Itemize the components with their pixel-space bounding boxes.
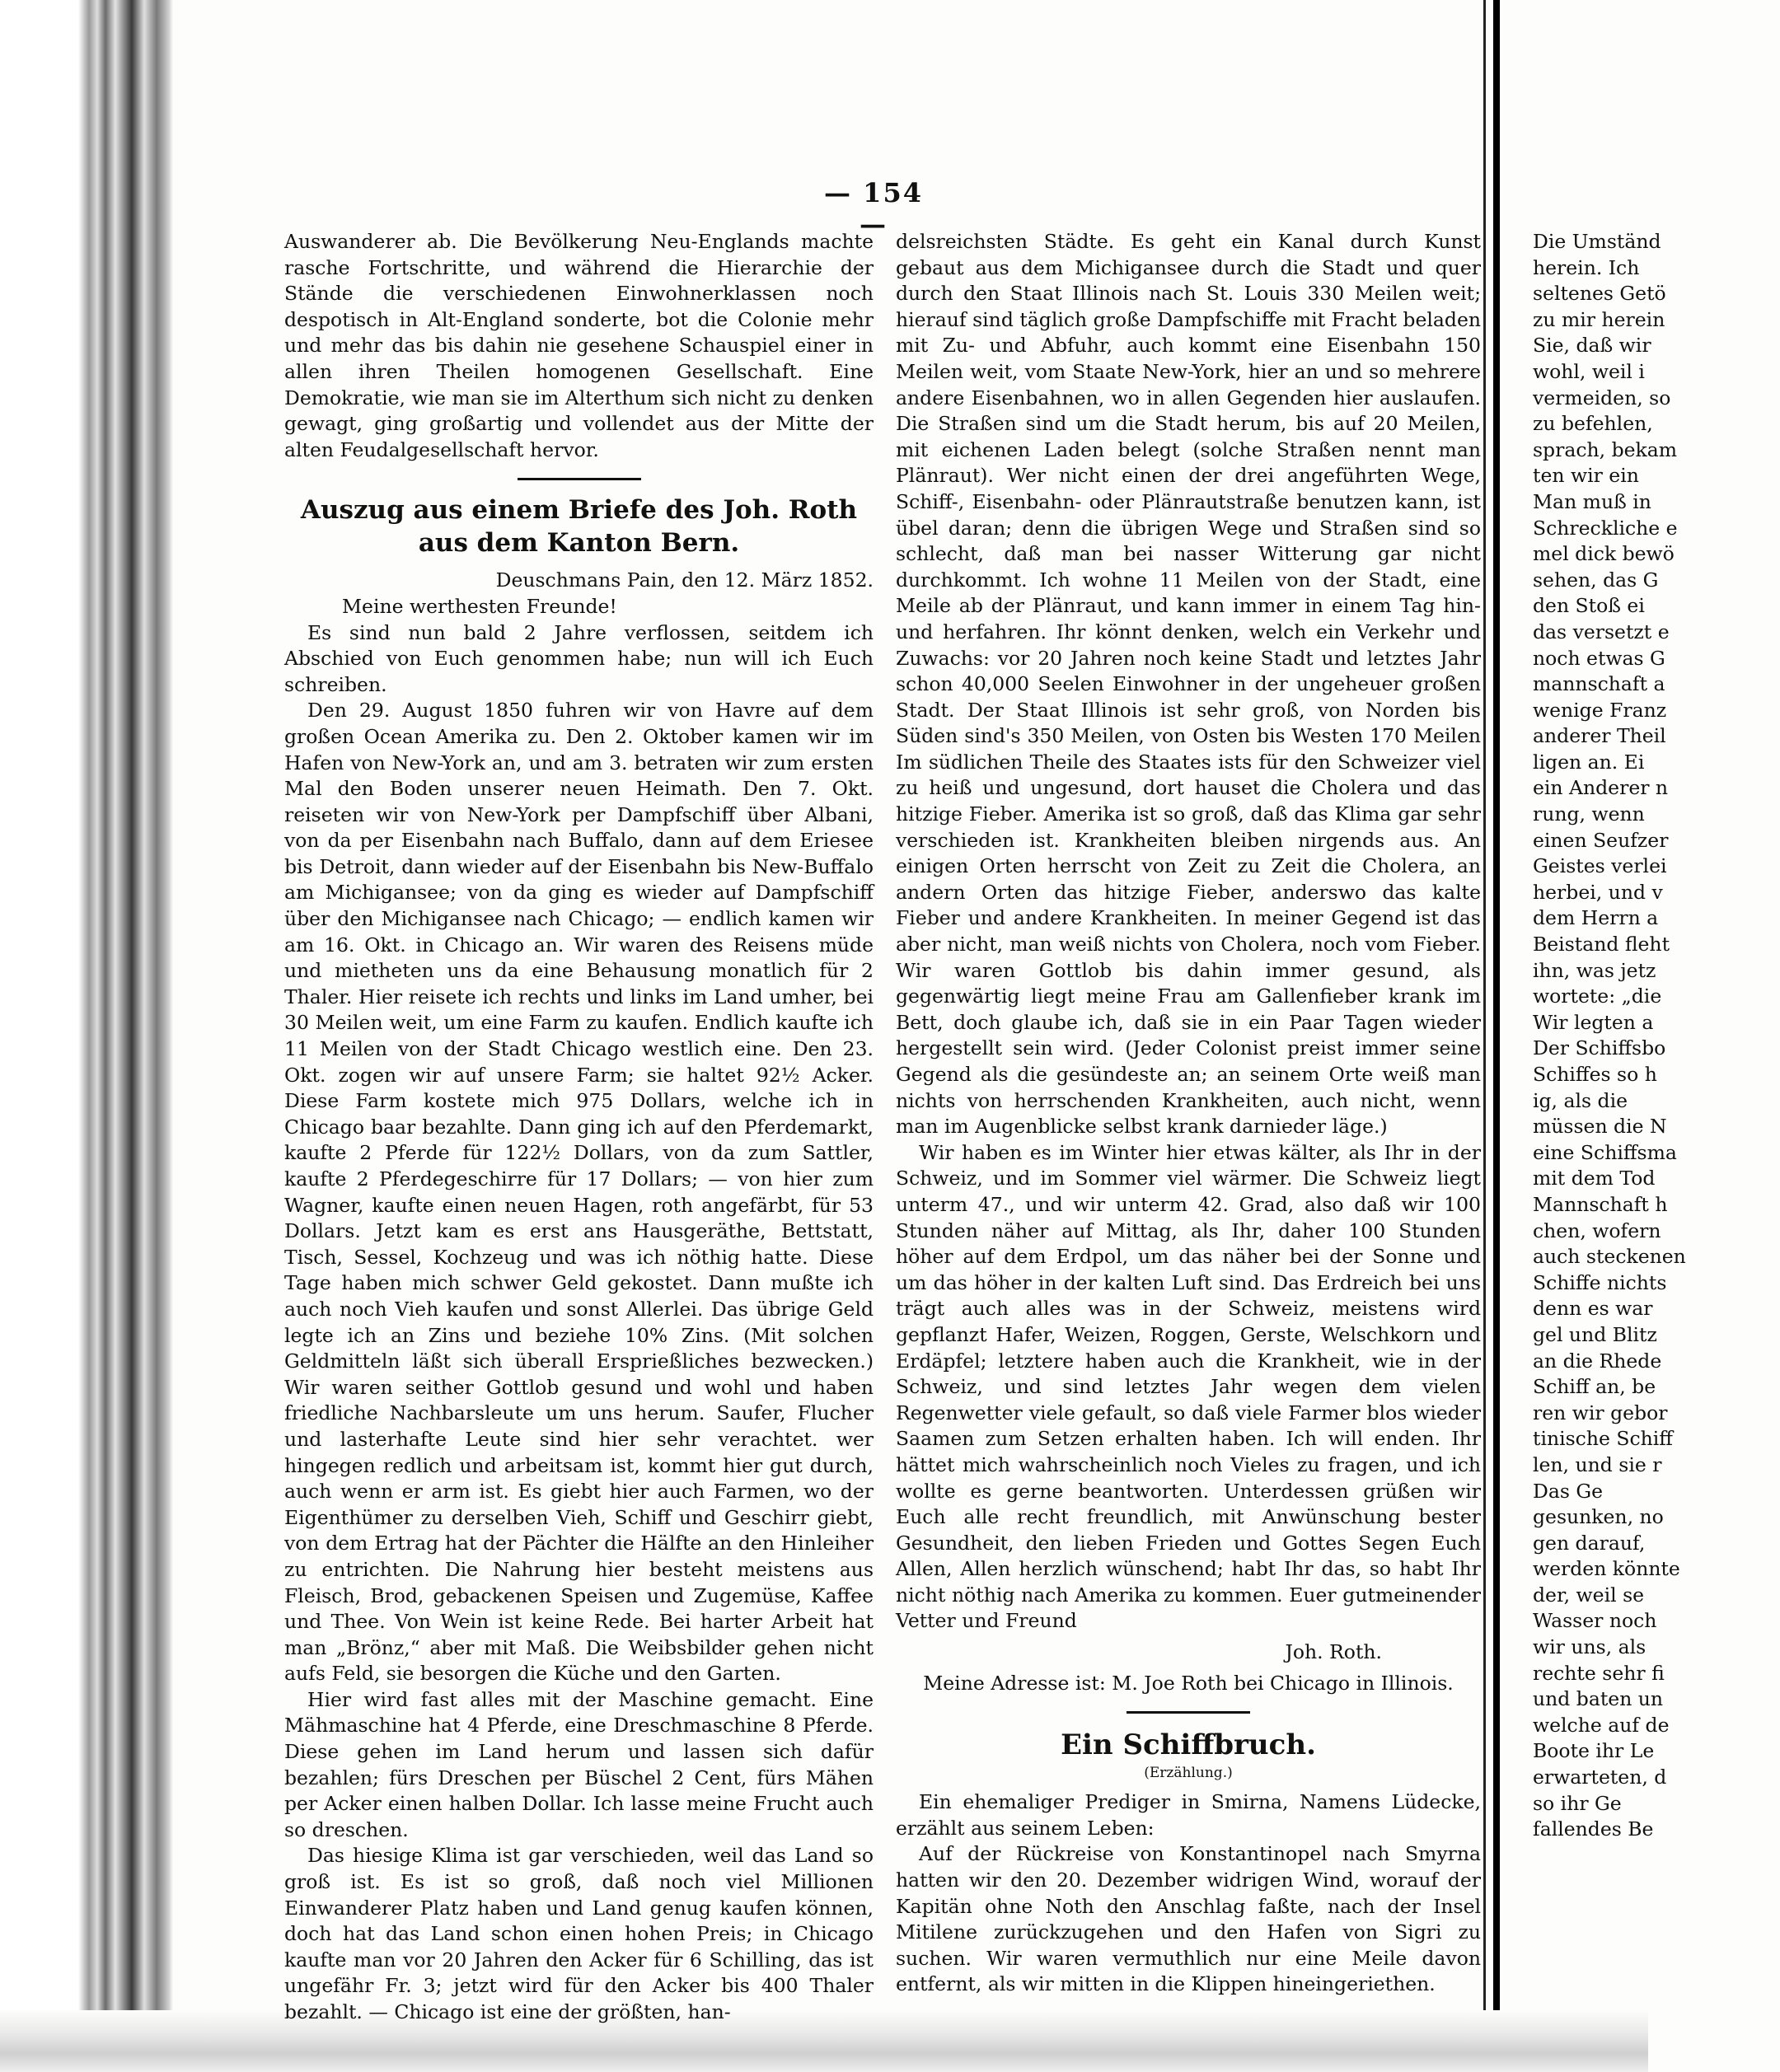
fragment-line: Die Umständ: [1533, 230, 1661, 253]
fragment-line: anderer Theil: [1533, 724, 1666, 748]
fragment-line: zu befehlen,: [1533, 412, 1653, 436]
fragment-line: welche auf de: [1533, 1713, 1670, 1737]
fragment-line: ten wir ein: [1533, 464, 1639, 488]
fragment-line: wir uns, als: [1533, 1635, 1646, 1659]
fragment-line: Wasser noch: [1533, 1609, 1657, 1633]
fragment-line: Man muß in: [1533, 489, 1651, 513]
gutter-shadow: [1483, 0, 1486, 2072]
letter-paragraph: Wir haben es im Winter hier etwas kälter, als Ihr in der Schweiz, und im Sommer viel wärmer. Die Schweiz liegt unterm 47., und wir unterm 42. Grad, also daß wir 100 Stunden näher auf Mittag, als Ihr, daher 100 Stunden höher auf dem Erdpol, um das näher bei der Sonne und um das höher in der kalten Luft sind. Das Erdreich bei uns trägt auch alles was in der Schweiz, meistens wird gepflanzt Hafer, Weizen, Roggen, Gerste, Welschkorn und Erdäpfel; letztere haben auch die Krankheit, wie in der Schweiz, und sind letztes Jahr wegen dem vielen Regenwetter viele gefault, so daß viele Farmer blos wieder Saamen zum Setzen erhalten haben. Ich will enden. Ihr hättet mich wahrscheinlich noch Vieles zu fragen, und ich wollte es gerne beantworten. Unterdessen grüßen wir Euch alle recht freundlich, mit Anwünschung bester Gesundheit, den lieben Frieden und Gottes Segen Euch Allen, Allen herzlich wünschend; habt Ihr das, so habt Ihr nicht nöthig nach Amerika zu kommen. Euer gutmeinender Vetter und Freund: [896, 1140, 1481, 1633]
left-column: [284, 229, 874, 2026]
fragment-line: den Stoß ei: [1533, 594, 1645, 618]
fragment-line: Boote ihr Le: [1533, 1739, 1655, 1763]
letter-paragraph: Den 29. August 1850 fuhren wir von Havre auf dem großen Ocean Amerika zu. Den 2. Oktober kamen wir im Hafen von New-York an, und am 3. betraten wir zum ersten Mal den Boden unserer neuen Heimath. Den 7. Okt. reiseten wir von New-York per Dampfschiff über Albani, von da per Eisenbahn nach Buffalo, dann auf dem Eriesee bis Detroit, dann wieder auf der Eisenbahn bis New-Buffalo am Michigansee; von da ging es wieder auf Dampfschiff über den Michigansee nach Chicago; — endlich kamen wir am 16. Okt. in Chicago an. Wir waren des Reisens müde und mietheten uns da eine Behausung monatlich für 2 Thaler. Hier reisete ich rechts und links im Land umher, bei 30 Meilen weit, um eine Farm zu kaufen. Endlich kaufte ich 11 Meilen von der Stadt Chicago westlich eine. Den 23. Okt. zogen wir auf unsere Farm; sie haltet 92½ Acker. Diese Farm kostete mich 975 Dollars, welche ich in Chicago baar bezahlte. Dann ging ich auf den Pferdemarkt, kaufte 2 Pferde für 122½ Dollars, von da zum Sattler, kaufte 2 Pferdegeschirre für 17 Dollars; — von hier zum Wagner, kaufte einen neuen Hagen, roth angefärbt, für 53 Dollars. Jetzt kam es erst ans Hausgeräthe, Bettstatt, Tisch, Sessel, Kochzeug und was ich nöthig hatte. Diese Tage haben mich schwer Geld gekostet. Dann mußte ich auch noch Vieh kaufen und sonst Allerlei. Das übrige Geld legte ich an Zins und beziehe 10% Zins. (Mit solchen Geldmitteln läßt sich überall Ersprießliches bezwecken.) Wir waren seither Gottlob gesund und wohl und haben friedliche Nachbarsleute um uns herum. Saufer, Flucher und lasterhafte Leute sind hier sehr verachtet. wer hingegen redlich und arbeitsam ist, kommt hier gut durch, auch wenn er arm ist. Es giebt hier auch Farmen, wo der Eigenthümer zu derselben Vieh, Schiff und Geschirr giebt, von dem Ertrag hat der Pächter die Hälfte an den Hinleiher zu entrichten. Die Nahrung hier besteht meistens aus Fleisch, Brod, gebackenen Speisen und Zugemüse, Kaffee und Thee. Von Wein ist keine Rede. Bei harter Arbeit hat man „Brönz,“ aber mit Maß. Die Weibsbilder gehen nicht aufs Feld, sie besorgen die Küche und den Garten.: [284, 699, 874, 1686]
fragment-line: ein Anderer n: [1533, 776, 1669, 800]
fragment-line: Schiffes so h: [1533, 1063, 1657, 1086]
fragment-line: Der Schiffsbo: [1533, 1036, 1666, 1060]
story-paragraph: Auf der Rückreise von Konstantinopel nach Smyrna hatten wir den 20. Dezember widrigen Wind, worauf der Kapitän ohne Noth den Anschlag faßte, nach der Insel Mitilene zurückzugehen und den Hafen von Sigri zu suchen. Wir waren vermuthlich nur eine Meile davon entfernt, als wir mitten in die Klippen hineingeriethen.: [896, 1842, 1481, 1996]
letter-heading: Auszug aus einem Briefe des Joh. Roth aus dem Kanton Bern.: [300, 495, 858, 559]
fragment-line: Das Ge: [1533, 1479, 1604, 1503]
fragment-line: erwarteten, d: [1533, 1766, 1667, 1789]
fragment-line: zu mir herein: [1533, 307, 1665, 331]
gutter-rule: [1493, 0, 1500, 2072]
fragment-line: mannschaft a: [1533, 672, 1665, 696]
fragment-line: auch steckenen: [1533, 1245, 1686, 1269]
right-column: [896, 229, 1481, 1998]
fragment-line: so ihr Ge: [1533, 1791, 1622, 1815]
fragment-line: sehen, das G: [1533, 568, 1659, 592]
book-page-edge: [0, 0, 173, 2072]
fragment-line: ig, als die: [1533, 1088, 1628, 1112]
fragment-line: noch etwas G: [1533, 646, 1665, 670]
fragment-line: herbei, und v: [1533, 880, 1663, 904]
fragment-line: ren wir gebor: [1533, 1401, 1668, 1424]
fragment-line: werden könnte: [1533, 1557, 1680, 1581]
fragment-line: wenige Franz: [1533, 698, 1667, 722]
letter-paragraph: delsreichsten Städte. Es geht ein Kanal durch Kunst gebaut aus dem Michigansee durch die Stadt und quer durch den Staat Illinois nach St. Louis 330 Meilen weit; hierauf sind täglich große Dampfschiffe mit Fracht beladen mit Zu- und Abfuhr, auch kommt eine Eisenbahn 150 Meilen weit, vom Staate New-York, hier an und so mehrere andere Eisenbahnen, wo in allen Gegenden hier auslaufen. Die Straßen sind um die Stadt herum, bis auf 20 Meilen, mit eichenen Laden belegt (solche Straßen nennt man Plänraut). Wer nicht einen der drei angeführten Wege, Schiff-, Eisenbahn- oder Plänrautstraße benutzen kann, ist übel daran; denn die übrigen Wege und Straßen sind so schlecht, daß man bei nasser Witterung gar nicht durchkommt. Ich wohne 11 Meilen von der Stadt, eine Meile ab der Plänraut, und kann immer in einem Tag hin- und herfahren. Ihr könnt denken, welch ein Verkehr und Zuwachs: vor 20 Jahren noch keine Stadt und letztes Jahr schon 40,000 Seelen Einwohner in der ungeheuer großen Stadt. Der Staat Illinois ist sehr groß, von Norden bis Süden sind's 350 Meilen, von Osten bis Westen 170 Meilen Im südlichen Theile des Staates ists für den Schweizer viel zu heiß und ungesund, dort hauset die Cholera und das hitzige Fieber. Amerika ist so groß, daß das Klima gar sehr verschieden ist. Krankheiten bleiben nirgends aus. An einigen Orten herrscht von Zeit zu Zeit die Cholera, an andern Orten das hitzige Fieber, anderswo das kalte Fieber und andere Krankheiten. In meiner Gegend ist das aber nicht, man weiß nichts von Cholera, noch vom Fieber. Wir waren Gottlob bis dahin immer gesund, als gegenwärtig liegt meine Frau am Gallenfieber krank im Bett, doch glaube ich, daß sie in ein Paar Tagen wieder hergestellt sein wird. (Jeder Colonist preist immer seine Gegend als die gesündeste an; an seinem Orte weiß man nichts von herrschenden Krankheiten, auch nicht, wenn man im Augenblicke selbst krank darnieder läge.): [896, 230, 1481, 1139]
fragment-line: vermeiden, so: [1533, 386, 1671, 409]
section-divider: [518, 478, 641, 480]
fragment-line: Geistes verlei: [1533, 854, 1667, 878]
section-divider: [1127, 1711, 1250, 1714]
fragment-line: rung, wenn: [1533, 802, 1645, 826]
letter-address: Meine Adresse ist: M. Joe Roth bei Chicago in Illinois.: [923, 1671, 1454, 1695]
fragment-line: sprach, bekam: [1533, 437, 1678, 461]
fragment-line: Beistand fleht: [1533, 933, 1670, 956]
fragment-line: gen darauf,: [1533, 1531, 1646, 1555]
fragment-line: Wir legten a: [1533, 1010, 1654, 1034]
fragment-line: wortete: „die: [1533, 985, 1662, 1008]
fragment-line: der, weil se: [1533, 1583, 1645, 1607]
fragment-line: an die Rhede: [1533, 1349, 1662, 1373]
fragment-line: gesunken, no: [1533, 1505, 1664, 1529]
fragment-line: Schreckliche e: [1533, 516, 1678, 540]
next-page-fragment: [1533, 229, 1780, 1841]
fragment-line: und baten un: [1533, 1687, 1664, 1711]
letter-dateline: Deuschmans Pain, den 12. März 1852.: [495, 568, 874, 592]
fragment-line: len, und sie r: [1533, 1452, 1662, 1476]
fragment-line: tinische Schiff: [1533, 1427, 1673, 1451]
intro-paragraph: Auswanderer ab. Die Bevölkerung Neu-Englands machte rasche Fortschritte, und während die Hierarchie der Stände die verschiedenen Einwohnerklassen noch despotisch in Alt-England sonderte, bot die Colonie mehr und mehr das bis dahin nie gesehene Schauspiel einer in allen ihren Theilen homogenen Gesellschaft. Eine Demokratie, wie man sie im Alterthum sich nicht zu denken gewagt, ging großartig und vollendet aus der Mitte der alten Feudalgesellschaft hervor.: [284, 230, 874, 461]
fragment-line: ihn, was jetz: [1533, 958, 1656, 982]
letter-paragraph: Hier wird fast alles mit der Maschine gemacht. Eine Mähmaschine hat 4 Pferde, eine Dreschmaschine 8 Pferde. Diese gehen im Land herum und lassen sich dafür bezahlen; fürs Dreschen per Büschel 2 Cent, fürs Mähen per Acker einen halben Dollar. Ich lasse meine Frucht auch so dreschen.: [284, 1687, 874, 1841]
fragment-line: gel und Blitz: [1533, 1322, 1657, 1346]
fragment-line: herein. Ich: [1533, 255, 1640, 279]
fragment-line: Schiffe nichts: [1533, 1270, 1667, 1294]
fragment-line: Schiff an, be: [1533, 1375, 1656, 1399]
letter-salutation: Meine werthesten Freunde!: [342, 594, 617, 618]
fragment-line: Sie, daß wir: [1533, 334, 1651, 358]
fragment-line: eine Schiffsma: [1533, 1140, 1677, 1164]
fragment-line: ligen an. Ei: [1533, 750, 1645, 774]
fragment-line: wohl, weil i: [1533, 359, 1645, 383]
fragment-line: dem Herrn a: [1533, 906, 1659, 930]
fragment-line: rechte sehr fi: [1533, 1661, 1665, 1685]
fragment-line: seltenes Getö: [1533, 282, 1666, 306]
fragment-line: chen, wofern: [1533, 1218, 1661, 1242]
letter-paragraph: Das hiesige Klima ist gar verschieden, weil das Land so groß ist. Es ist so groß, daß noch viel Millionen Einwanderer Platz haben und Land genug kaufen können, doch hat das Land schon einen hohen Preis; in Chicago kaufte man vor 20 Jahren den Acker für 6 Schilling, das ist ungefähr Fr. 3; jetzt wird für den Acker bis 400 Thaler bezahlt. — Chicago ist eine der größten, han-: [284, 1844, 874, 2023]
fragment-line: fallendes Be: [1533, 1817, 1654, 1841]
story-subtitle: (Erzählung.): [1144, 1765, 1233, 1782]
fragment-line: das versetzt e: [1533, 620, 1670, 643]
fragment-line: mel dick bewö: [1533, 542, 1675, 566]
fragment-line: Mannschaft h: [1533, 1192, 1668, 1216]
page-number: — 154 —: [824, 177, 923, 240]
fragment-line: mit dem Tod: [1533, 1167, 1656, 1190]
letter-signature: Joh. Roth.: [1285, 1640, 1382, 1664]
fragment-line: müssen die N: [1533, 1115, 1667, 1139]
fragment-line: denn es war: [1533, 1297, 1653, 1321]
story-title: Ein Schiffbruch.: [1061, 1728, 1316, 1762]
letter-paragraph: Es sind nun bald 2 Jahre verflossen, seitdem ich Abschied von Euch genommen habe; nun will ich Euch schreiben.: [284, 620, 874, 696]
story-paragraph: Ein ehemaliger Prediger in Smirna, Namens Lüdecke, erzählt aus seinem Leben:: [896, 1790, 1481, 1840]
fragment-line: einen Seufzer: [1533, 828, 1669, 852]
